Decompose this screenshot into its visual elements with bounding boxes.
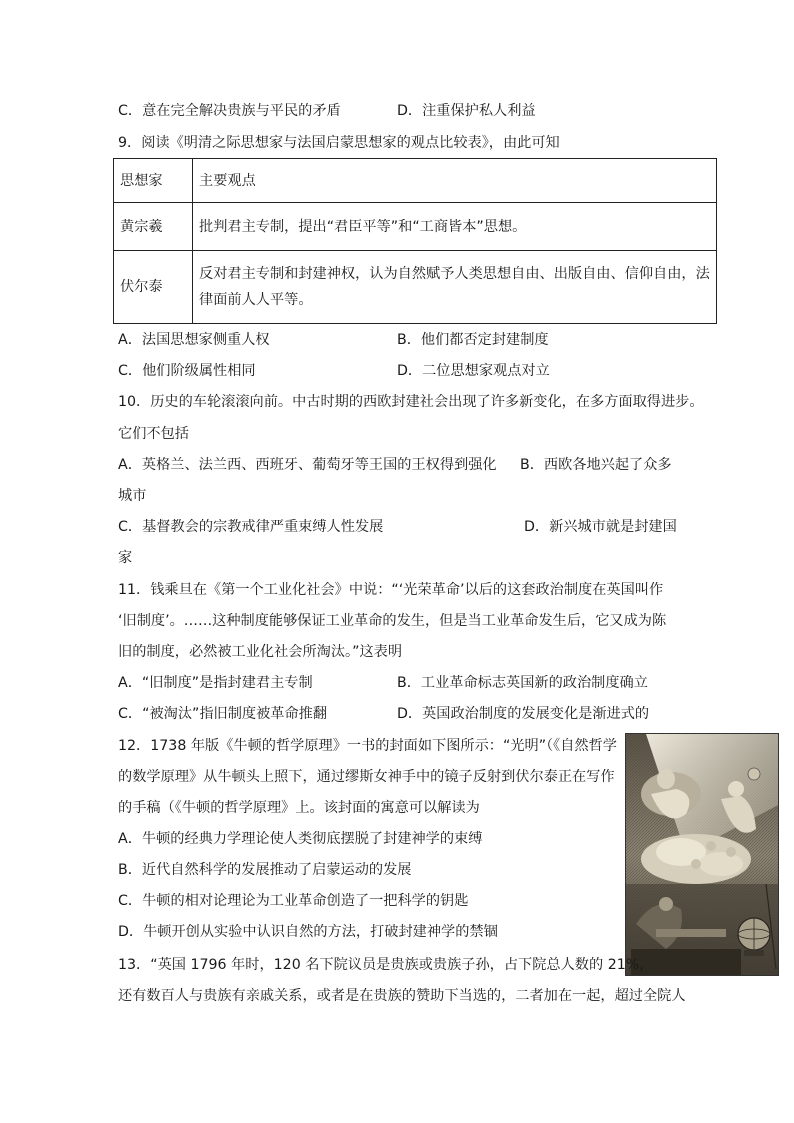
q9-option-c: C．他们阶级属性相同: [118, 363, 256, 379]
q11-option-c: C．“被淘汰”指旧制度被革命推翻: [118, 706, 328, 722]
q12-stem-line: 的手稿（《牛顿的哲学原理》上。该封面的寓意可以解读为: [118, 800, 480, 816]
q9-option-a: A．法国思想家侧重人权: [118, 332, 270, 348]
thinker-view-cell: [193, 251, 717, 324]
q11-option-d: D．英国政治制度的发展变化是渐进式的: [397, 706, 650, 722]
table-header-row: [114, 159, 717, 203]
q11-option-b: B．工业革命标志英国新的政治制度确立: [397, 675, 648, 691]
q11-option-a: A．“旧制度”是指封建君主专制: [118, 675, 313, 691]
q11-stem-line: ‘旧制度’。……这种制度能够保证工业革命的发生，但是当工业革命发生后，它又成为陈: [118, 613, 667, 629]
q8-option-d: D．注重保护私人利益: [397, 103, 536, 119]
q10-option-d-cont: 家: [118, 550, 133, 566]
q13-stem-line: 13．“英国 1796 年时，120 名下院议员是贵族或贵族子孙，占下院总人数的 21%，: [118, 957, 654, 973]
table-row: [114, 203, 717, 251]
q10-option-d: D．新兴城市就是封建国: [524, 519, 677, 535]
q10-option-b: B．西欧各地兴起了众多: [520, 457, 672, 473]
q9-option-d: D．二位思想家观点对立: [397, 363, 550, 379]
q9-option-b: B．他们都否定封建制度: [397, 332, 549, 348]
thinker-view-cell: [193, 203, 717, 251]
q10-option-c: C．基督教会的宗教戒律严重束缚人性发展: [118, 519, 384, 535]
q12-stem-line: 12．1738 年版《牛顿的哲学原理》一书的封面如下图所示：“光明”（《自然哲学: [118, 738, 617, 754]
view-line: 律面前人人平等。: [199, 292, 313, 308]
q9-stem: 9．阅读《明清之际思想家与法国启蒙思想家的观点比较表》，由此可知: [118, 135, 560, 151]
table-header-cell: 主要观点: [193, 159, 717, 203]
q10-option-a: A．英格兰、法兰西、西班牙、葡萄牙等王国的王权得到强化: [118, 457, 497, 473]
thinker-name-cell: 伏尔泰: [114, 251, 193, 324]
comparison-table: [113, 158, 717, 324]
q12-option-c: C．牛顿的相对论理论为工业革命创造了一把科学的钥匙: [118, 893, 469, 909]
q12-option-b: B．近代自然科学的发展推动了启蒙运动的发展: [118, 862, 412, 878]
q12-stem-line: 的数学原理》从牛顿头上照下，通过缪斯女神手中的镜子反射到伏尔泰正在写作: [118, 769, 615, 785]
engraving-illustration: [625, 733, 779, 976]
q10-option-b-cont: 城市: [118, 488, 147, 504]
table-header-cell: 思想家: [114, 159, 193, 203]
view-line: 批判君主专制，提出“君臣平等”和“工商皆本”思想。: [199, 218, 527, 235]
table-row: [114, 251, 717, 324]
q10-stem-line: 它们不包括: [118, 426, 189, 442]
q12-option-a: A．牛顿的经典力学理论使人类彻底摆脱了封建神学的束缚: [118, 831, 483, 847]
q11-stem-line: 旧的制度，必然被工业化社会所淘汰。”这表明: [118, 644, 403, 660]
view-line: 反对君主专制和封建神权，认为自然赋予人类思想自由、出版自由、信仰自由，法: [199, 266, 710, 282]
q12-option-d: D．牛顿开创从实验中认识自然的方法，打破封建神学的禁锢: [118, 924, 498, 940]
q8-option-c: C．意在完全解决贵族与平民的矛盾: [118, 103, 341, 119]
q11-stem-line: 11．钱乘旦在《第一个工业化社会》中说：“‘光荣革命’以后的这套政治制度在英国叫作: [118, 582, 664, 598]
thinker-name-cell: 黄宗羲: [114, 203, 193, 251]
q13-stem-line: 还有数百人与贵族有亲戚关系，或者是在贵族的赞助下当选的，二者加在一起，超过全院人: [118, 988, 686, 1004]
q10-stem-line: 10．历史的车轮滚滚向前。中古时期的西欧封建社会出现了许多新变化，在多方面取得进步。: [118, 394, 704, 410]
